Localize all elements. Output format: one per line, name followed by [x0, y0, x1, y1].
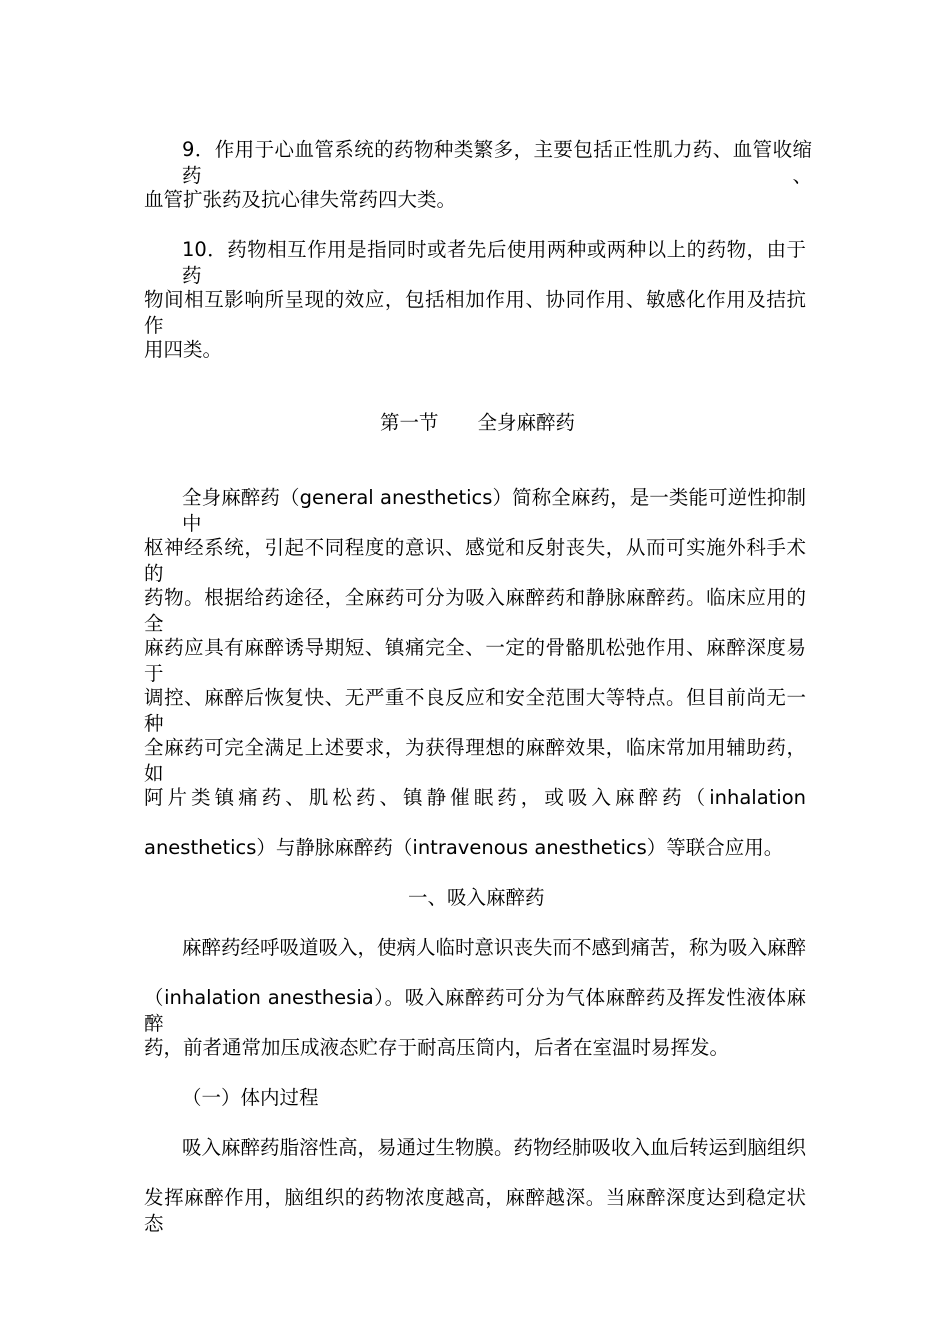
- general-line-5: 调控、麻醉后恢复快、无严重不良反应和安全范围大等特点。但目前尚无一种: [144, 686, 806, 735]
- paragraph-10-line-1: 10．药物相互作用是指同时或者先后使用两种或两种以上的药物，由于药: [182, 238, 806, 287]
- paragraph-10-line-2: 物间相互影响所呈现的效应，包括相加作用、协同作用、敏感化作用及拮抗作: [144, 288, 806, 337]
- paragraph-10-line-3: 用四类。: [144, 338, 223, 361]
- process-line-2: 发挥麻醉作用，脑组织的药物浓度越高，麻醉越深。当麻醉深度达到稳定状态: [144, 1186, 806, 1235]
- inhalation-line-2: （inhalation anesthesia）。吸入麻醉药可分为气体麻醉药及挥发性液体麻醉: [144, 986, 806, 1035]
- subsection-title: 一、吸入麻醉药: [408, 886, 545, 909]
- general-line-7: 阿片类镇痛药、肌松药、镇静催眠药，或吸入麻醉药（inhalation: [144, 786, 806, 809]
- section-title: 第一节 全身麻醉药: [380, 411, 576, 434]
- process-line-1: 吸入麻醉药脂溶性高，易通过生物膜。药物经肺吸收入血后转运到脑组织: [182, 1136, 807, 1159]
- paragraph-9-line-1: 9．作用于心血管系统的药物种类繁多，主要包括正性肌力药、血管收缩药、: [182, 138, 812, 187]
- inhalation-line-3: 药，前者通常加压成液态贮存于耐高压筒内，后者在室温时易挥发。: [144, 1036, 730, 1059]
- general-line-4: 麻药应具有麻醉诱导期短、镇痛完全、一定的骨骼肌松弛作用、麻醉深度易于: [144, 636, 806, 685]
- general-line-8: anesthetics）与静脉麻醉药（intravenous anesthetics）等联合应用。: [144, 836, 784, 859]
- sub-subsection-title: （一）体内过程: [182, 1086, 319, 1109]
- paragraph-9-line-2: 血管扩张药及抗心律失常药四大类。: [144, 188, 457, 211]
- general-line-2: 枢神经系统，引起不同程度的意识、感觉和反射丧失，从而可实施外科手术的: [144, 536, 806, 585]
- general-line-3: 药物。根据给药途径，全麻药可分为吸入麻醉药和静脉麻醉药。临床应用的全: [144, 586, 806, 635]
- general-line-1: 全身麻醉药（general anesthetics）简称全麻药，是一类能可逆性抑制中: [182, 486, 806, 535]
- inhalation-line-1: 麻醉药经呼吸道吸入，使病人临时意识丧失而不感到痛苦，称为吸入麻醉: [182, 936, 807, 959]
- general-line-6: 全麻药可完全满足上述要求，为获得理想的麻醉效果，临床常加用辅助药，如: [144, 736, 806, 785]
